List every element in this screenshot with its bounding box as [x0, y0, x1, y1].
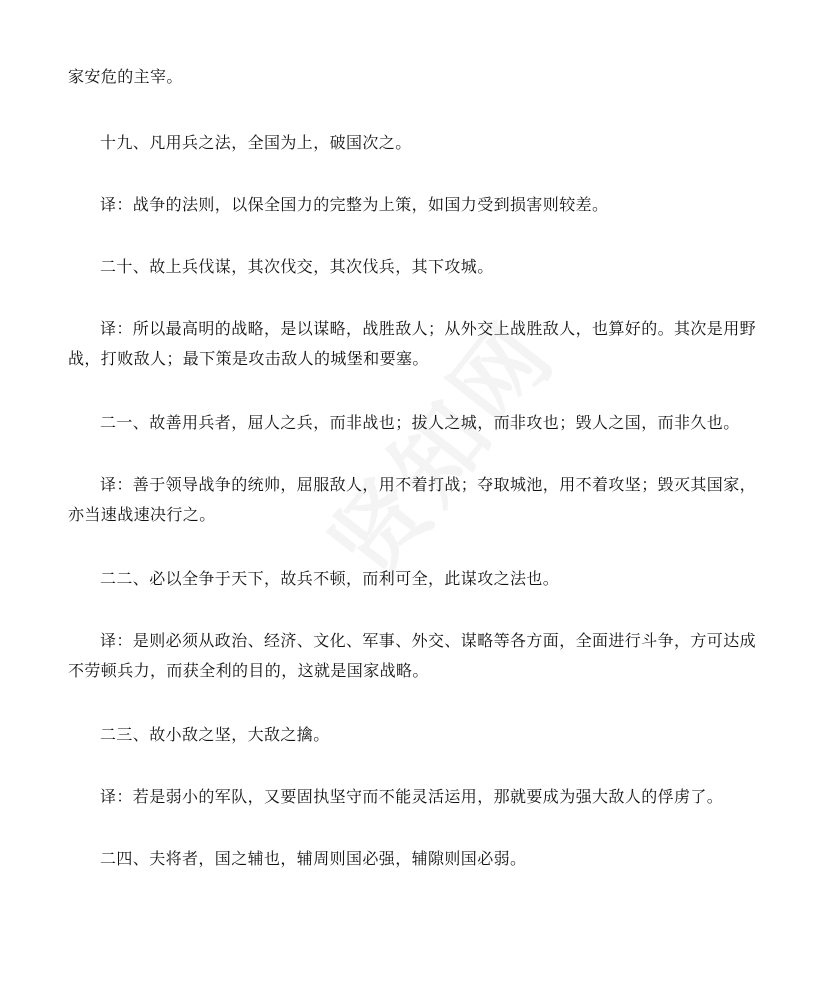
paragraph-article-22: 二二、必以全争于天下，故兵不顿，而利可全，此谋攻之法也。	[100, 569, 560, 588]
paragraph-translation-20: 译：所以最高明的战略，是以谋略，战胜敌人；从外交上战胜敌人，也算好的。其次是用野战，打败敌人；最下策是攻击敌人的城堡和要塞。	[68, 319, 757, 368]
paragraph-article-21: 二一、故善用兵者，屈人之兵，而非战也；拔人之城，而非攻也；毁人之国，而非久也。	[100, 413, 740, 432]
paragraph-translation-23: 译：若是弱小的军队，又要固执坚守而不能灵活运用，那就要成为强大敌人的俘虏了。	[100, 787, 724, 806]
paragraph-article-19: 十九、凡用兵之法，全国为上，破国次之。	[100, 133, 412, 152]
paragraph-translation-19: 译：战争的法则，以保全国力的完整为上策，如国力受到损害则较差。	[100, 195, 609, 214]
paragraph-article-23: 二三、故小敌之坚，大敌之擒。	[100, 725, 330, 744]
paragraph-translation-21: 译：善于领导战争的统帅，屈服敌人，用不着打战；夺取城池，用不着攻坚；毁灭其国家，亦当速战速决行之。	[68, 475, 757, 524]
paragraph-continuation: 家安危的主宰。	[68, 67, 183, 86]
paragraph-article-24: 二四、夫将者，国之辅也，辅周则国必强，辅隙则国必弱。	[100, 849, 527, 868]
paragraph-article-20: 二十、故上兵伐谋，其次伐交，其次伐兵，其下攻城。	[100, 257, 494, 276]
paragraph-translation-22: 译：是则必须从政治、经济、文化、军事、外交、谋略等各方面，全面进行斗争，方可达成不劳顿兵力，而获全利的目的，这就是国家战略。	[68, 631, 757, 680]
